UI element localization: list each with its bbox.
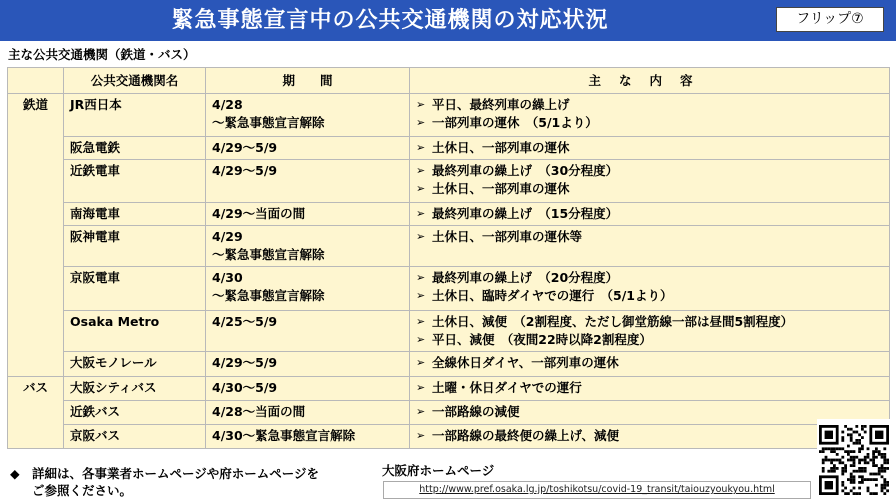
arrow-bullet-icon: ➢ [416, 182, 426, 195]
content-item [416, 228, 883, 246]
arrow-bullet-icon: ➢ [416, 116, 426, 129]
header-content: 主な内容 [410, 68, 890, 94]
period-line: 4/28～当面の間 [212, 404, 306, 419]
content-text: 一部路線の最終便の繰上げ、減便 [432, 428, 620, 443]
content-text: 土曜・休日ダイヤでの運行 [432, 380, 582, 395]
table-row [8, 267, 890, 311]
content-text: 最終列車の繰上げ （20分程度） [432, 270, 619, 285]
note [10, 465, 319, 499]
content-item [416, 379, 883, 397]
content-cell [410, 311, 890, 352]
content-text: 平日、最終列車の繰上げ [432, 97, 570, 112]
table-row [8, 94, 890, 137]
period-line: 4/25～5/9 [212, 314, 278, 329]
arrow-bullet-icon: ➢ [416, 141, 426, 154]
operator-name: 大阪シティバス [64, 377, 206, 401]
flip-badge: フリップ⑦ [776, 7, 884, 32]
operator-name: 近鉄電車 [64, 160, 206, 203]
table-row [8, 311, 890, 352]
arrow-bullet-icon: ➢ [416, 356, 426, 369]
period-cell [206, 137, 410, 160]
period-line: 4/28 [212, 97, 243, 112]
period-line: 4/29 [212, 229, 243, 244]
content-text: 土休日、減便 （2割程度、ただし御堂筋線一部は昼間5割程度） [432, 314, 794, 329]
table-row [8, 226, 890, 267]
table-header-row [8, 68, 890, 94]
period-line: ～緊急事態宣言解除 [212, 247, 325, 262]
content-item [416, 269, 883, 287]
period-line: 4/30 [212, 270, 243, 285]
operator-name: 京阪バス [64, 425, 206, 449]
period-line: 4/29～5/9 [212, 163, 278, 178]
content-cell [410, 160, 890, 203]
content-item [416, 180, 883, 198]
period-cell [206, 425, 410, 449]
operator-name: 近鉄バス [64, 401, 206, 425]
header-period: 期 間 [206, 68, 410, 94]
content-text: 平日、減便 （夜間22時以降2割程度） [432, 332, 652, 347]
arrow-bullet-icon: ➢ [416, 207, 426, 220]
content-text: 土休日、一部列車の運休 [432, 140, 570, 155]
table-row [8, 425, 890, 449]
content-cell [410, 226, 890, 267]
content-item [416, 162, 883, 180]
content-item [416, 403, 883, 421]
content-item [416, 114, 883, 132]
operator-name: 南海電車 [64, 203, 206, 226]
content-item [416, 96, 883, 114]
content-text: 土休日、一部列車の運休等 [432, 229, 583, 244]
content-item [416, 354, 883, 372]
header-category [8, 68, 64, 94]
period-line: 4/29～5/9 [212, 140, 278, 155]
operator-name: Osaka Metro [64, 311, 206, 352]
content-text: 一部路線の減便 [432, 404, 520, 419]
period-cell [206, 267, 410, 311]
period-line: ～緊急事態宣言解除 [212, 288, 325, 303]
content-item [416, 313, 883, 331]
operator-name: 京阪電車 [64, 267, 206, 311]
period-cell [206, 226, 410, 267]
content-text: 土休日、一部列車の運休 [432, 181, 570, 196]
period-line: 4/30～緊急事態宣言解除 [212, 428, 356, 443]
arrow-bullet-icon: ➢ [416, 271, 426, 284]
section-subtitle: 主な公共交通機関（鉄道・バス） [8, 47, 196, 62]
content-cell [410, 267, 890, 311]
table-row [8, 352, 890, 377]
content-cell [410, 137, 890, 160]
content-item [416, 427, 883, 445]
operator-name: JR西日本 [64, 94, 206, 137]
period-line: 4/29～5/9 [212, 355, 278, 370]
arrow-bullet-icon: ➢ [416, 289, 426, 302]
period-cell [206, 352, 410, 377]
content-text: 一部列車の運休 （5/1より） [432, 115, 598, 130]
operator-name: 阪急電鉄 [64, 137, 206, 160]
transit-table [7, 67, 890, 449]
content-text: 全線休日ダイヤ、一部列車の運休 [432, 355, 619, 370]
operator-name: 阪神電車 [64, 226, 206, 267]
header-operator: 公共交通機関名 [64, 68, 206, 94]
content-item [416, 205, 883, 223]
table-row [8, 401, 890, 425]
content-text: 土休日、臨時ダイヤでの運行 （5/1より） [432, 288, 673, 303]
content-cell [410, 377, 890, 401]
content-text: 最終列車の繰上げ （15分程度） [432, 206, 619, 221]
arrow-bullet-icon: ➢ [416, 405, 426, 418]
period-cell [206, 160, 410, 203]
qr-code-icon [817, 419, 891, 501]
arrow-bullet-icon: ➢ [416, 333, 426, 346]
content-item [416, 331, 883, 349]
period-cell [206, 377, 410, 401]
note-line-1: 詳細は、各事業者ホームページや府ホームページを [32, 466, 320, 481]
note-line-2: ご参照ください。 [32, 483, 133, 498]
content-cell [410, 352, 890, 377]
arrow-bullet-icon: ➢ [416, 98, 426, 111]
period-cell [206, 401, 410, 425]
table-row [8, 137, 890, 160]
homepage-label: 大阪府ホームページ [382, 463, 495, 478]
arrow-bullet-icon: ➢ [416, 381, 426, 394]
header-bar [0, 0, 896, 41]
category-bus: バス [8, 377, 64, 449]
table-row [8, 377, 890, 401]
operator-name: 大阪モノレール [64, 352, 206, 377]
period-cell [206, 203, 410, 226]
period-line: ～緊急事態宣言解除 [212, 115, 325, 130]
content-item [416, 287, 883, 305]
content-cell [410, 94, 890, 137]
homepage-url[interactable] [383, 481, 811, 499]
table-row [8, 160, 890, 203]
period-line: 4/30～5/9 [212, 380, 278, 395]
period-cell [206, 94, 410, 137]
arrow-bullet-icon: ➢ [416, 164, 426, 177]
table-row [8, 203, 890, 226]
period-line: 4/29～当面の間 [212, 206, 306, 221]
content-text: 最終列車の繰上げ （30分程度） [432, 163, 619, 178]
period-cell [206, 311, 410, 352]
arrow-bullet-icon: ➢ [416, 315, 426, 328]
content-item [416, 139, 883, 157]
arrow-bullet-icon: ➢ [416, 429, 426, 442]
homepage-link[interactable]: http://www.pref.osaka.lg.jp/toshikotsu/covid-19_transit/taiouzyoukyou.html [419, 484, 775, 495]
content-cell [410, 203, 890, 226]
page-title: 緊急事態宣言中の公共交通機関の対応状況 [171, 8, 609, 33]
arrow-bullet-icon: ➢ [416, 230, 426, 243]
diamond-icon: ◆ [10, 466, 20, 481]
category-rail: 鉄道 [8, 94, 64, 377]
